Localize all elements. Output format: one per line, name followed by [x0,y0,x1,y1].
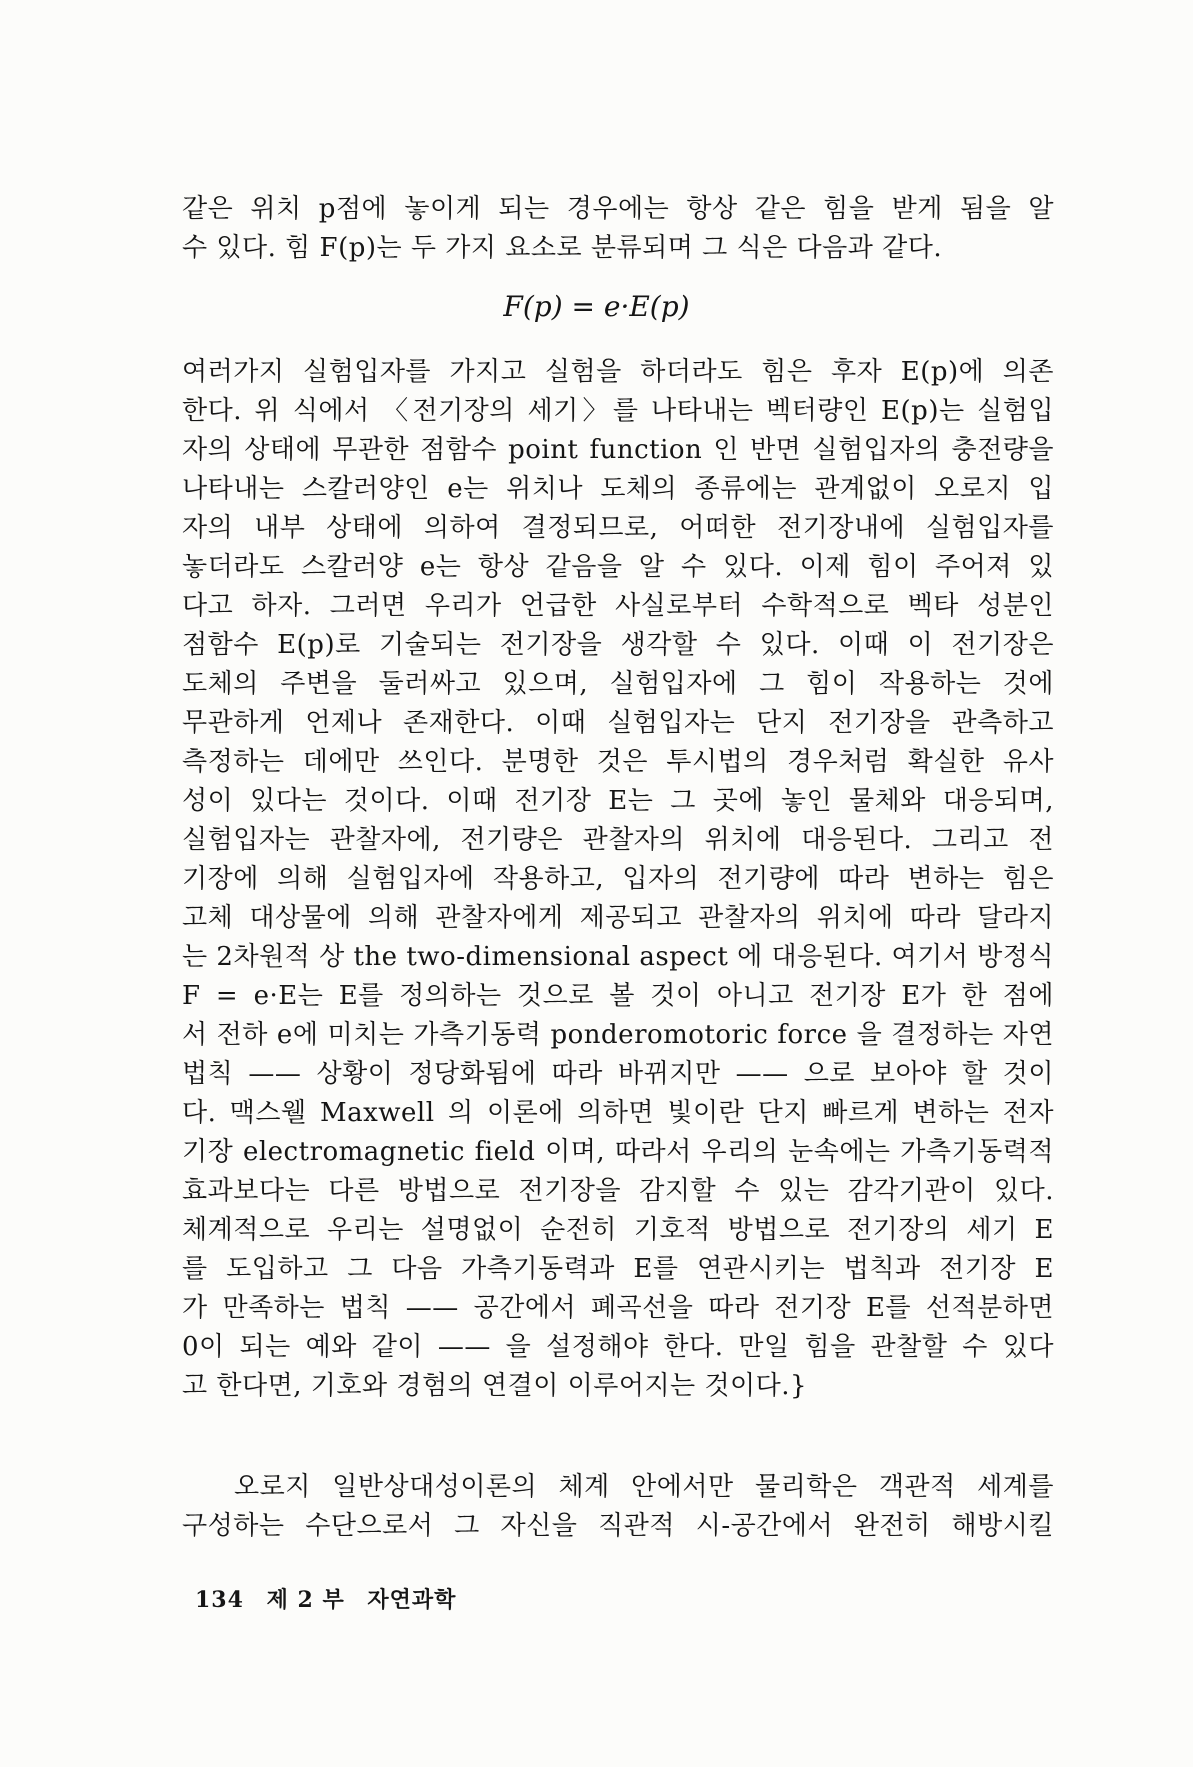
page-footer [195,1583,470,1614]
text-line: 측정하는 데에만 쓰인다. 분명한 것은 투시법의 경우처럼 확실한 유사 [182,747,1054,777]
text-line: 오로지 일반상대성이론의 체계 안에서만 물리학은 객관적 세계를 [234,1472,1054,1502]
text-line: 여러가지 실험입자를 가지고 실험을 하더라도 힘은 후자 E(p)에 의존 [182,357,1054,387]
text-line: 효과보다는 다른 방법으로 전기장을 감지할 수 있는 감각기관이 있다. [182,1176,1054,1206]
paragraph-intro [182,190,1054,268]
text-line: 는 2차원적 상 the two-dimensional aspect 에 대응된다. 여기서 방정식 [182,942,1054,972]
text-line: 를 도입하고 그 다음 가측기동력과 E를 연관시키는 법칙과 전기장 E [182,1254,1054,1284]
text-line: 같은 위치 p점에 놓이게 되는 경우에는 항상 같은 힘을 받게 됨을 알 [182,194,1054,224]
text-line: 자의 내부 상태에 의하여 결정되므로, 어떠한 전기장내에 실험입자를 [182,513,1054,543]
text-line: 법칙 —— 상황이 정당화됨에 따라 바뀌지만 —— 으로 보아야 할 것이 [182,1059,1054,1089]
text-line: 무관하게 언제나 존재한다. 이때 실험입자는 단지 전기장을 관측하고 [182,708,1054,738]
text-line: 놓더라도 스칼러양 e는 항상 같음을 알 수 있다. 이제 힘이 주어져 있 [182,552,1054,582]
text-line: 자의 상태에 무관한 점함수 point function 인 반면 실험입자의 충전량을 [182,435,1054,465]
text-line: 가 만족하는 법칙 —— 공간에서 폐곡선을 따라 전기장 E를 선적분하면 [182,1293,1054,1323]
text-line: 한다. 위 식에서 〈전기장의 세기〉를 나타내는 벡터량인 E(p)는 실험입 [182,396,1054,426]
text-line: 실험입자는 관찰자에, 전기량은 관찰자의 위치에 대응된다. 그리고 전 [182,825,1054,855]
text-line: 도체의 주변을 둘러싸고 있으며, 실험입자에 그 힘이 작용하는 것에 [182,669,1054,699]
text-line: 다. 맥스웰 Maxwell 의 이론에 의하면 빛이란 단지 빠르게 변하는 전자 [182,1098,1054,1128]
paragraph-main [182,353,1054,1406]
part-label: 제 2 부 [266,1587,345,1613]
text-line: 체계적으로 우리는 설명없이 순전히 기호적 방법으로 전기장의 세기 E [182,1215,1054,1245]
text-line: 나타내는 스칼러양인 e는 위치나 도체의 종류에는 관계없이 오로지 입 [182,474,1054,504]
text-line: 다고 하자. 그러면 우리가 언급한 사실로부터 수학적으로 벡타 성분인 [182,591,1054,621]
text-line: 0이 되는 예와 같이 —— 을 설정해야 한다. 만일 힘을 관찰할 수 있다 [182,1332,1054,1362]
text-line: 고체 대상물에 의해 관찰자에게 제공되고 관찰자의 위치에 따라 달라지 [182,903,1054,933]
text-line: 기장 electromagnetic field 이며, 따라서 우리의 눈속에는 가측기동력적 [182,1137,1054,1167]
text-line: 구성하는 수단으로서 그 자신을 직관적 시-공간에서 완전히 해방시킬 [182,1511,1054,1541]
text-line: 고 한다면, 기호와 경험의 연결이 이루어지는 것이다.} [182,1371,808,1401]
equation: F(p) = e·E(p) [503,290,690,323]
text-line: 기장에 의해 실험입자에 작용하고, 입자의 전기량에 따라 변하는 힘은 [182,864,1054,894]
paragraph-conclusion [182,1468,1054,1546]
section-label: 자연과학 [367,1587,457,1613]
text-line: 점함수 E(p)로 기술되는 전기장을 생각할 수 있다. 이때 이 전기장은 [182,630,1054,660]
text-line: 수 있다. 힘 F(p)는 두 가지 요소로 분류되며 그 식은 다음과 같다. [182,233,943,263]
text-line: 서 전하 e에 미치는 가측기동력 ponderomotoric force 을 결정하는 자연 [182,1020,1054,1050]
text-line: 성이 있다는 것이다. 이때 전기장 E는 그 곳에 놓인 물체와 대응되며, [182,786,1054,816]
page-number: 134 [195,1587,244,1613]
text-line: F = e·E는 E를 정의하는 것으로 볼 것이 아니고 전기장 E가 한 점에 [182,981,1054,1011]
